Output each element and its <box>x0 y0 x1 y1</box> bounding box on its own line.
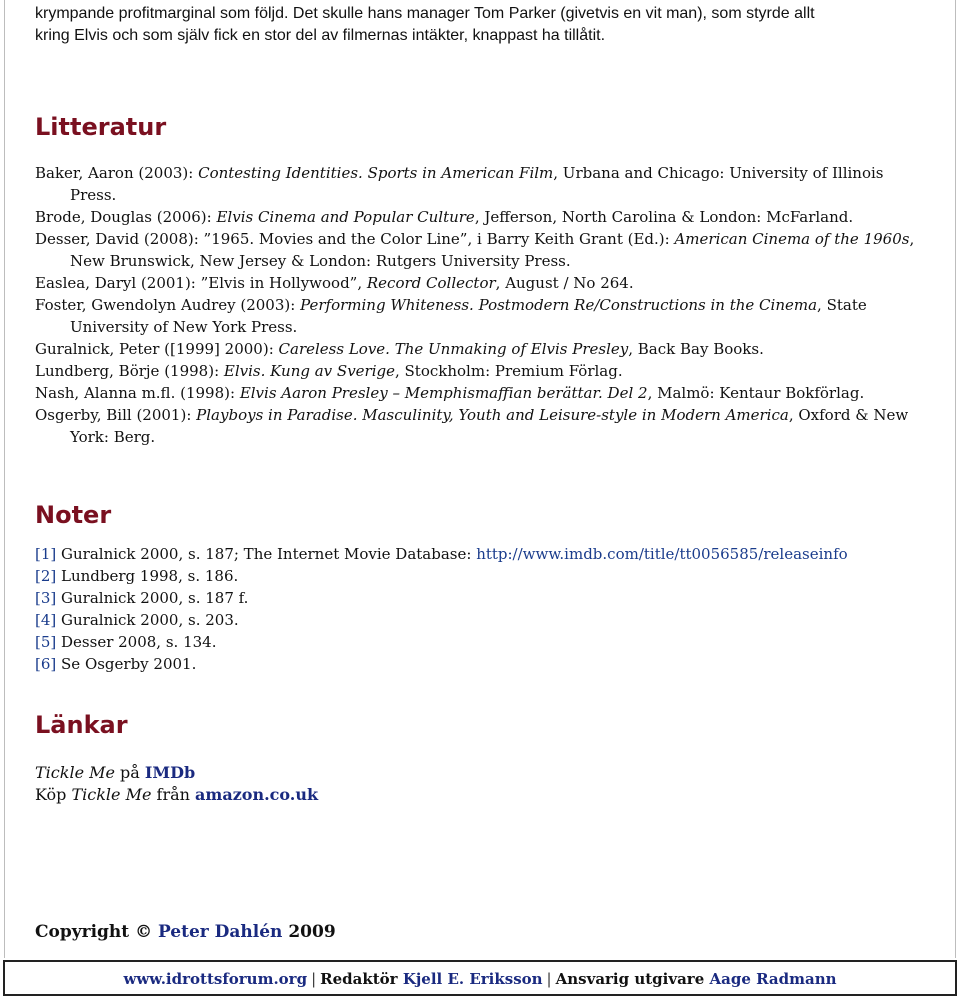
editor-label: Redaktör <box>320 970 403 988</box>
reference-publisher: , Urbana and Chicago: University of Illinois Press. <box>70 164 884 204</box>
reference-publisher: , Stockholm: Premium Förlag. <box>395 362 623 380</box>
reference-author: Lundberg, Börje (1998): <box>35 362 224 380</box>
note-text: Guralnick 2000, s. 187; The Internet Movie Database: <box>56 545 477 563</box>
reference-title: American Cinema of the 1960s <box>674 230 910 248</box>
reference-title: Careless Love. The Unmaking of Elvis Presley <box>278 340 629 358</box>
imdb-link[interactable]: IMDb <box>144 763 196 782</box>
reference-item <box>35 338 931 360</box>
reference-author: Baker, Aaron (2003): <box>35 164 199 182</box>
publisher-link[interactable]: Aage Radmann <box>709 970 837 988</box>
links-heading: Länkar <box>35 711 128 739</box>
film-title: Tickle Me <box>35 763 115 782</box>
link-text: på <box>114 763 145 782</box>
reference-title: Elvis Aaron Presley – Memphismaffian berättar. Del 2 <box>239 384 648 402</box>
note-item <box>35 631 931 653</box>
copyright <box>35 920 336 944</box>
reference-publisher: , Malmö: Kentaur Bokförlag. <box>647 384 865 402</box>
note-text: Lundberg 1998, s. 186. <box>56 567 239 585</box>
literature-heading: Litteratur <box>35 113 167 141</box>
publisher-label: Ansvarig utgivare <box>555 970 710 988</box>
reference-publisher: , State University of New York Press. <box>70 296 867 336</box>
note-number-link[interactable]: [5] <box>35 633 57 651</box>
note-item <box>35 653 931 675</box>
author-link[interactable]: Peter Dahlén <box>157 922 283 942</box>
reference-author: Foster, Gwendolyn Audrey (2003): <box>35 296 301 314</box>
footer-bar <box>3 960 957 996</box>
reference-publisher: , Oxford & New York: Berg. <box>70 406 909 446</box>
intro-paragraph <box>35 3 931 47</box>
reference-list <box>35 162 931 448</box>
reference-title: Record Collector <box>366 274 496 292</box>
reference-title: Elvis Cinema and Popular Culture <box>216 208 475 226</box>
note-item <box>35 587 931 609</box>
reference-publisher: , Back Bay Books. <box>628 340 764 358</box>
note-url-link[interactable]: http://www.imdb.com/title/tt0056585/releaseinfo <box>476 545 848 563</box>
amazon-link[interactable]: amazon.co.uk <box>195 785 319 804</box>
reference-item <box>35 206 931 228</box>
note-text: Se Osgerby 2001. <box>56 655 197 673</box>
reference-author: Guralnick, Peter ([1999] 2000): <box>35 340 279 358</box>
reference-title: Playboys in Paradise. Masculinity, Youth and Leisure-style in Modern America <box>196 406 789 424</box>
notes-heading: Noter <box>35 501 112 529</box>
link-item-amazon <box>35 784 931 806</box>
separator: | <box>546 970 552 988</box>
note-number-link[interactable]: [4] <box>35 611 57 629</box>
note-number-link[interactable]: [6] <box>35 655 57 673</box>
note-number-link[interactable]: [3] <box>35 589 57 607</box>
reference-publisher: , New Brunswick, New Jersey & London: Rutgers University Press. <box>70 230 915 270</box>
intro-line: kring Elvis och som själv fick en stor del av filmernas intäkter, knappast ha tillåtit. <box>35 27 606 44</box>
note-text: Desser 2008, s. 134. <box>56 633 217 651</box>
reference-publisher: , August / No 264. <box>495 274 634 292</box>
page <box>4 0 956 958</box>
reference-author: Easlea, Daryl (2001): ”Elvis in Hollywood”, <box>35 274 367 292</box>
editor-link[interactable]: Kjell E. Eriksson <box>402 970 543 988</box>
reference-item <box>35 404 931 448</box>
separator: | <box>311 970 317 988</box>
links-list <box>35 762 931 806</box>
reference-item <box>35 294 931 338</box>
intro-line: krympande profitmarginal som följd. Det skulle hans manager Tom Parker (givetvis en vit man), som styrde allt <box>35 5 815 22</box>
reference-author: Desser, David (2008): ”1965. Movies and the Color Line”, i Barry Keith Grant (Ed.): <box>35 230 675 248</box>
reference-title: Performing Whiteness. Postmodern Re/Constructions in the Cinema <box>300 296 818 314</box>
reference-title: Elvis. Kung av Sverige <box>223 362 395 380</box>
reference-item <box>35 228 931 272</box>
note-text: Guralnick 2000, s. 187 f. <box>56 589 249 607</box>
reference-title: Contesting Identities. Sports in American Film <box>198 164 554 182</box>
reference-item <box>35 162 931 206</box>
copyright-label: Copyright © <box>35 922 158 942</box>
link-item-imdb <box>35 762 931 784</box>
reference-author: Brode, Douglas (2006): <box>35 208 217 226</box>
reference-author: Osgerby, Bill (2001): <box>35 406 197 424</box>
reference-author: Nash, Alanna m.fl. (1998): <box>35 384 240 402</box>
link-text: från <box>151 785 196 804</box>
reference-item <box>35 272 931 294</box>
reference-item <box>35 382 931 404</box>
reference-item <box>35 360 931 382</box>
note-item <box>35 565 931 587</box>
notes-list <box>35 543 931 675</box>
reference-publisher: , Jefferson, North Carolina & London: McFarland. <box>474 208 854 226</box>
note-item <box>35 609 931 631</box>
note-number-link[interactable]: [1] <box>35 545 57 563</box>
copyright-year: 2009 <box>282 922 336 942</box>
link-text: Köp <box>35 785 72 804</box>
note-number-link[interactable]: [2] <box>35 567 57 585</box>
note-text: Guralnick 2000, s. 203. <box>56 611 239 629</box>
film-title: Tickle Me <box>71 785 152 804</box>
note-item <box>35 543 931 565</box>
site-link[interactable]: www.idrottsforum.org <box>123 970 308 988</box>
